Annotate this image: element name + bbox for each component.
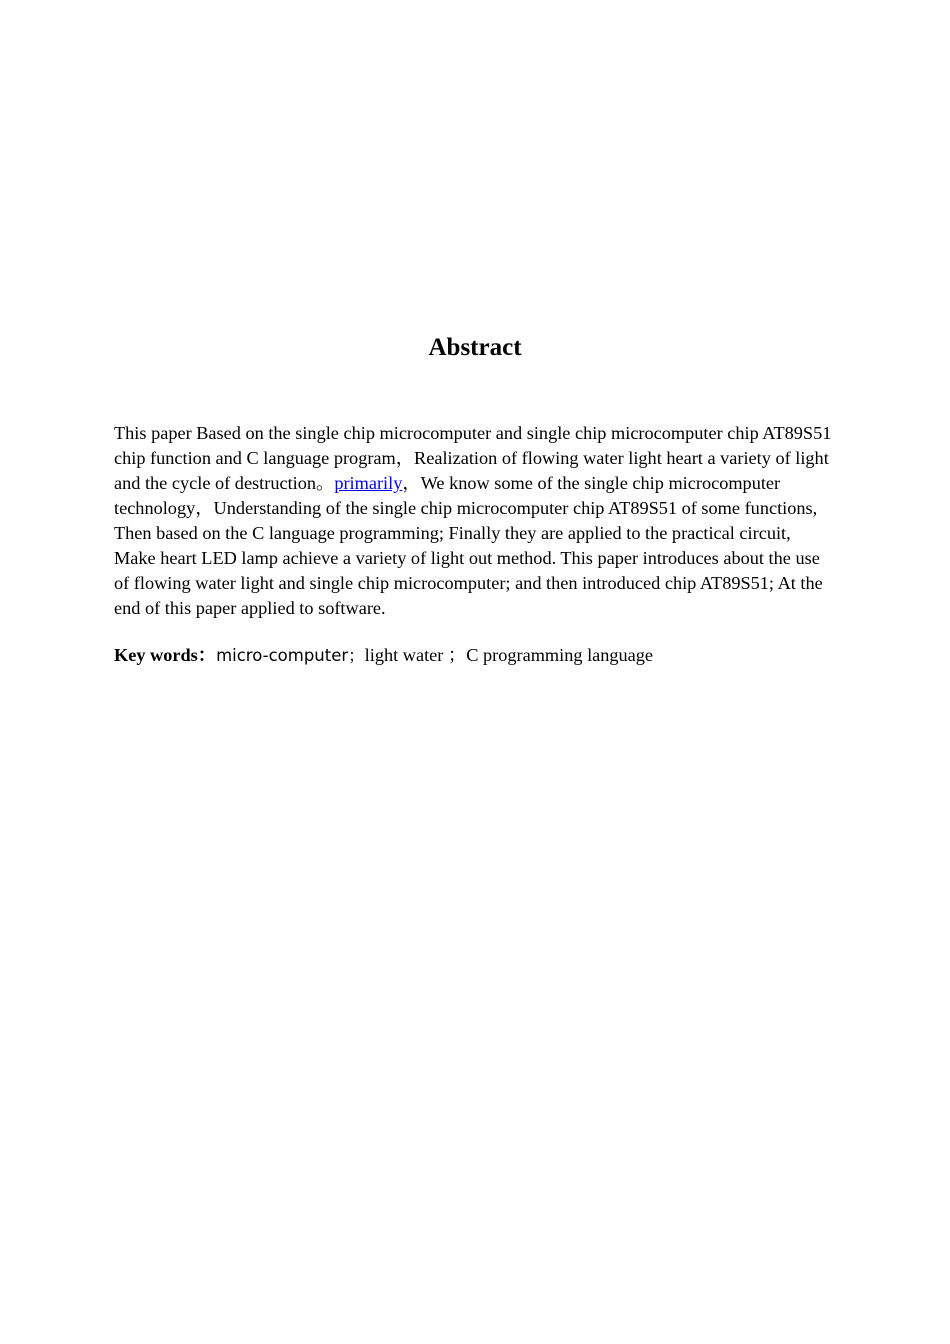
keyword-item: C programming language: [466, 645, 654, 665]
abstract-text-part2: ，We know some of the single chip microcomputer technology，Understanding of the single chip microcomputer chip AT89S51 of some functions, Then based on the C language programming; Finally they are applied to the practical circuit, Make heart LED lamp achieve a variety of light out method. This paper introduces about the use of flowing water light and single chip microcomputer; and then introduced chip AT89S51; At the end of this paper applied to software.: [114, 473, 823, 618]
abstract-paragraph: [114, 421, 834, 621]
keywords-line: [114, 643, 834, 668]
page-title: Abstract: [428, 334, 522, 361]
primarily-link[interactable]: primarily: [334, 473, 403, 493]
keywords-label: Key words：: [114, 645, 217, 665]
abstract-text-part1: This paper Based on the single chip microcomputer and single chip microcomputer chip AT89S51 chip function and C language program，Realization of flowing water light heart a variety of light and the cycle of destruction。: [114, 423, 832, 493]
keyword-item: light water ；: [364, 645, 467, 665]
keyword-item: micro-computer；: [216, 646, 365, 665]
